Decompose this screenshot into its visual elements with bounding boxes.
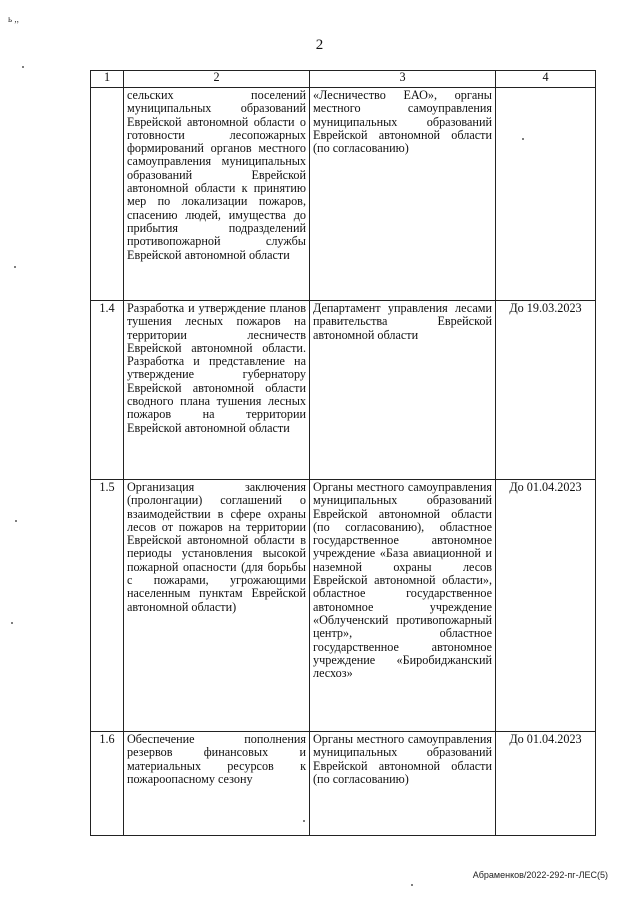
scan-speck xyxy=(22,66,24,68)
scan-speck xyxy=(11,622,13,624)
scan-speck xyxy=(522,138,524,140)
table-row xyxy=(91,732,596,836)
deadline-cell: До 01.04.2023 xyxy=(496,480,596,732)
responsible-cell: Органы местного самоуправления муниципальных образований Еврейской автономной области (по согласованию), областное государственное автономное учреждение «База авиационной и наземной охраны лесов Еврейской автономной области», областное государственное автономное учреждение «Облученский противопожарный центр», областное государственное автономное учреждение «Биробиджанский лесхоз» xyxy=(310,480,496,732)
table-row xyxy=(91,480,596,732)
row-number xyxy=(91,88,124,301)
row-number: 1.5 xyxy=(91,480,124,732)
responsible-cell: «Лесничество ЕАО», органы местного самоуправления муниципальных образований Еврейской автономной области (по согласованию) xyxy=(310,88,496,301)
header-cell: 2 xyxy=(124,71,310,88)
responsible-cell: Органы местного самоуправления муниципальных образований Еврейской автономной области (по согласованию) xyxy=(310,732,496,836)
action-cell: сельских поселений муниципальных образований Еврейской автономной области о готовности лесопожарных формирований органов местного самоуправления муниципальных образований Еврейской автономной области к принятию мер по локализации пожаров, спасению людей, имущества до прибытия подразделений противопожарной службы Еврейской автономной области xyxy=(124,88,310,301)
header-cell: 1 xyxy=(91,71,124,88)
deadline-cell: До 19.03.2023 xyxy=(496,301,596,480)
responsible-cell: Департамент управления лесами правительства Еврейской автономной области xyxy=(310,301,496,480)
row-number: 1.4 xyxy=(91,301,124,480)
deadline-cell xyxy=(496,88,596,301)
table-row xyxy=(91,301,596,480)
header-cell: 4 xyxy=(496,71,596,88)
scan-speck xyxy=(15,520,17,522)
document-reference: Абраменков/2022-292-пг-ЛЕС(5) xyxy=(472,870,608,880)
scan-speck xyxy=(303,820,305,822)
page-number: 2 xyxy=(315,37,324,53)
table-header-row xyxy=(91,71,596,88)
row-number: 1.6 xyxy=(91,732,124,836)
header-cell: 3 xyxy=(310,71,496,88)
scan-speck xyxy=(411,884,413,886)
plan-table xyxy=(90,70,596,836)
scan-speck xyxy=(14,266,16,268)
corner-mark: ь ,, xyxy=(8,14,19,24)
table-row xyxy=(91,88,596,301)
action-cell: Организация заключения (пролонгации) соглашений о взаимодействии в сфере охраны лесов от пожаров на территории Еврейской автономной области в периоды установления высокой пожарной опасности (для борьбы с пожарами, угрожающими населенным пунктам Еврейской автономной области) xyxy=(124,480,310,732)
deadline-cell: До 01.04.2023 xyxy=(496,732,596,836)
action-cell: Разработка и утверждение планов тушения лесных пожаров на территории лесничеств Еврейской автономной области. Разработка и представление на утверждение губернатору Еврейской автономной области сводного плана тушения лесных пожаров на территории Еврейской автономной области xyxy=(124,301,310,480)
action-cell: Обеспечение пополнения резервов финансовых и материальных ресурсов к пожароопасному сезону xyxy=(124,732,310,836)
